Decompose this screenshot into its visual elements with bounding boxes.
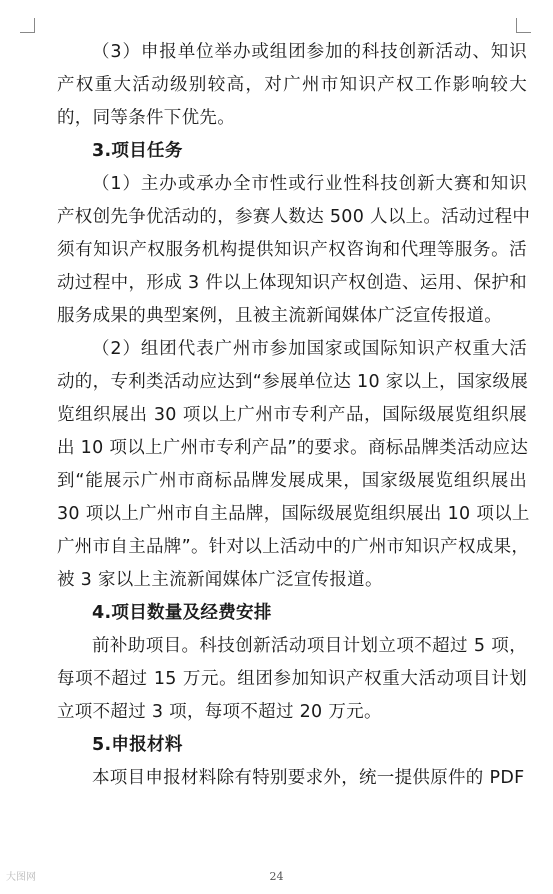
document-body — [57, 36, 531, 795]
text-line: （3）申报单位举办或组团参加的科技创新活动、知识 — [92, 42, 527, 62]
text-line: 每项不超过 15 万元。组团参加知识产权重大活动项目计划 — [57, 669, 527, 689]
text-line: 5.申报材料 — [92, 735, 183, 755]
page-number: 24 — [269, 870, 284, 883]
text-line: （1）主办或承办全市性或行业性科技创新大赛和知识 — [92, 174, 527, 194]
paragraph — [57, 168, 531, 333]
text-line: 出 10 项以上广州市专利产品”的要求。商标品牌类活动应达 — [57, 438, 529, 458]
text-line: 立项不超过 3 项，每项不超过 20 万元。 — [57, 702, 382, 722]
text-line: 前补助项目。科技创新活动项目计划立项不超过 5 项， — [92, 636, 527, 656]
text-line: 产权创先争优活动的，参赛人数达 500 人以上。活动过程中 — [57, 207, 531, 227]
text-line: 30 项以上广州市自主品牌，国际级展览组织展出 10 项以上 — [57, 504, 530, 524]
text-line: 产权重大活动级别较高，对广州市知识产权工作影响较大 — [57, 75, 527, 95]
text-line: 动过程中，形成 3 件以上体现知识产权创造、运用、保护和 — [57, 273, 527, 293]
section-heading — [57, 135, 527, 168]
text-line: （2）组团代表广州市参加国家或国际知识产权重大活 — [92, 339, 527, 359]
paragraph — [57, 630, 527, 729]
section-heading — [57, 597, 527, 630]
text-line: 的，同等条件下优先。 — [57, 108, 235, 128]
text-line: 3.项目任务 — [92, 141, 183, 161]
text-line: 览组织展出 30 项以上广州市专利产品，国际级展览组织展 — [57, 405, 527, 425]
text-line: 服务成果的典型案例，且被主流新闻媒体广泛宣传报道。 — [57, 306, 502, 326]
text-line: 4.项目数量及经费安排 — [92, 603, 272, 623]
text-line: 本项目申报材料除有特别要求外，统一提供原件的 PDF — [92, 768, 525, 788]
text-line: 须有知识产权服务机构提供知识产权咨询和代理等服务。活 — [57, 240, 527, 260]
paragraph — [57, 762, 527, 795]
watermark: 大图网 — [6, 872, 36, 883]
crop-mark-top-right — [516, 18, 531, 33]
section-heading — [57, 729, 527, 762]
text-line: 广州市自主品牌”。针对以上活动中的广州市知识产权成果， — [57, 537, 530, 557]
paragraph — [57, 36, 527, 135]
text-line: 动的，专利类活动应达到“参展单位达 10 家以上，国家级展 — [57, 372, 529, 392]
crop-mark-top-left — [20, 18, 35, 33]
text-line: 被 3 家以上主流新闻媒体广泛宣传报道。 — [57, 570, 383, 590]
text-line: 到“能展示广州市商标品牌发展成果，国家级展览组织展出 — [57, 471, 527, 491]
paragraph — [57, 333, 530, 597]
